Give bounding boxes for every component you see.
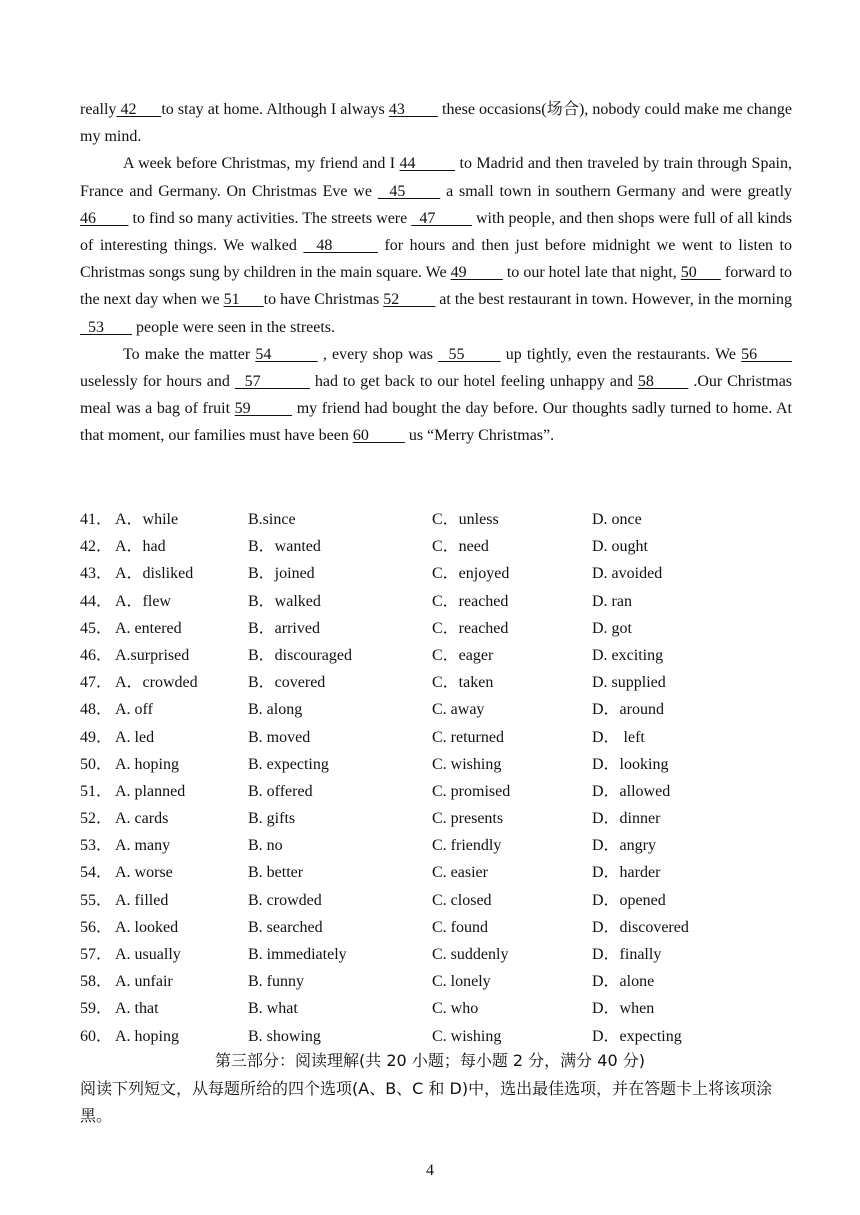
option-c: C．enjoyed (432, 565, 510, 583)
passage-text: us “Merry Christmas”. (404, 427, 555, 445)
option-d: D．finally (592, 946, 662, 963)
option-a: A. hoping (115, 1027, 179, 1045)
option-b: B．wanted (248, 538, 321, 556)
option-d: D．alone (592, 973, 655, 991)
option-a: A. worse (115, 864, 173, 882)
option-b: B．joined (248, 565, 315, 583)
option-c: C. returned (432, 728, 504, 746)
passage-text: with people, and then shops were full of all kinds of interesting things. We walked (80, 209, 793, 255)
question-row (80, 914, 792, 941)
option-a: A.surprised (115, 646, 190, 664)
option-b: B. offered (248, 782, 313, 800)
blank-59: 59 (234, 400, 293, 418)
question-number: 44． (80, 592, 113, 610)
option-b: B. searched (248, 918, 323, 936)
option-c: C. who (432, 1000, 479, 1018)
option-a: A．disliked (115, 565, 194, 583)
question-row (80, 805, 792, 832)
blank-51: 51 (223, 291, 264, 309)
option-b: B. expecting (248, 755, 329, 773)
option-a: A. filled (115, 891, 169, 909)
passage-text: these occasions(场合), nobody could make me change my mind. (80, 101, 792, 146)
passage-text: to Madrid and then traveled by train through Spain, France and Germany. On Christmas Eve we (80, 155, 792, 200)
question-row (80, 968, 792, 995)
question-number: 47． (80, 674, 113, 692)
option-c: C．reached (432, 619, 509, 637)
question-row (80, 642, 792, 669)
option-a: A. led (115, 728, 155, 746)
question-number: 46． (80, 646, 113, 664)
question-number: 49． (80, 728, 113, 746)
blank-53: 53 (80, 318, 132, 336)
question-row (80, 560, 792, 587)
option-a: A. looked (115, 918, 179, 936)
option-a: A. unfair (115, 973, 173, 991)
option-a: A. entered (115, 619, 182, 637)
question-row (80, 724, 792, 751)
option-d: D．harder (592, 864, 661, 882)
question-number: 55． (80, 891, 113, 909)
option-b: B. showing (248, 1027, 321, 1045)
option-b: B. gifts (248, 810, 296, 828)
question-row (80, 941, 792, 968)
option-b: B．covered (248, 674, 326, 692)
question-row (80, 533, 792, 560)
question-row (80, 588, 792, 615)
question-row (80, 669, 792, 696)
passage-text: uselessly for hours and (80, 373, 235, 391)
question-number: 58． (80, 973, 113, 991)
cloze-passage (80, 96, 792, 450)
section-instructions: 阅读下列短文，从每题所给的四个选项(A、B、C 和 D)中，选出最佳选项，并在答题卡上将该项涂黑。 (80, 1079, 773, 1126)
question-row (80, 696, 792, 723)
question-number: 42． (80, 538, 113, 556)
option-c: C. wishing (432, 755, 502, 773)
blank-50: 50 (680, 264, 721, 282)
option-a: A．crowded (115, 674, 198, 692)
option-c: C. suddenly (432, 946, 509, 963)
option-d: D. avoided (592, 565, 663, 583)
option-c: C. lonely (432, 973, 491, 991)
passage-paragraph-1 (80, 96, 792, 150)
blank-57: 57 (234, 373, 310, 391)
option-c: C. presents (432, 810, 504, 828)
option-a: A. hoping (115, 755, 179, 773)
blank-55: 55 (438, 345, 501, 363)
passage-text: , every shop was (317, 345, 439, 363)
option-a: A. cards (115, 810, 169, 828)
question-number: 45． (80, 619, 113, 637)
option-d: D．discovered (592, 918, 689, 936)
question-row (80, 615, 792, 642)
blank-49: 49 (450, 264, 503, 282)
option-c: C．reached (432, 592, 509, 610)
passage-text: .Our Christmas meal was a bag of fruit (80, 373, 793, 418)
option-c: C. wishing (432, 1027, 502, 1045)
passage-text: to find so many activities. The streets were (128, 209, 412, 227)
option-b: B. crowded (248, 891, 322, 909)
option-b: B. no (248, 837, 283, 855)
option-c: C. found (432, 918, 488, 936)
passage-text: really (80, 101, 117, 118)
passage-text: A week before Christmas, my friend and I (123, 155, 400, 173)
question-number: 57． (80, 946, 113, 963)
option-d: D．dinner (592, 810, 661, 828)
option-b: B．discouraged (248, 646, 352, 664)
question-number: 59． (80, 1000, 113, 1018)
option-c: C．need (432, 538, 489, 556)
question-number: 41． (80, 511, 113, 528)
question-row (80, 887, 792, 914)
option-b: B. immediately (248, 946, 347, 963)
question-number: 50． (80, 755, 113, 773)
question-row (80, 832, 792, 859)
option-b: B. along (248, 701, 303, 719)
question-number: 53． (80, 837, 113, 855)
option-a: A. usually (115, 946, 181, 963)
blank-44: 44 (399, 155, 456, 173)
option-a: A．flew (115, 592, 171, 610)
option-a: A．while (115, 511, 179, 528)
option-b: B. better (248, 864, 304, 882)
passage-text: at the best restaurant in town. However, in the morning (435, 291, 792, 309)
blank-56: 56 (741, 345, 793, 363)
passage-text: up tightly, even the restaurants. We (500, 345, 742, 363)
option-c: C. promised (432, 782, 511, 800)
option-d: D. exciting (592, 646, 664, 664)
option-d: D．around (592, 701, 664, 719)
option-c: C. easier (432, 864, 488, 882)
blank-52: 52 (383, 291, 436, 309)
passage-text: to our hotel late that night, (502, 264, 681, 282)
option-d: D. supplied (592, 674, 666, 692)
question-row (80, 751, 792, 778)
blank-60: 60 (352, 427, 405, 445)
option-d: D. ran (592, 592, 632, 610)
passage-text: To make the matter (123, 345, 256, 363)
passage-paragraph-2 (80, 150, 792, 340)
blank-54: 54 (255, 345, 318, 363)
blank-58: 58 (637, 373, 689, 391)
option-d: D．when (592, 1000, 655, 1018)
blank-45: 45 (377, 182, 441, 200)
option-c: C. friendly (432, 837, 502, 855)
question-number: 52． (80, 810, 113, 828)
passage-text: a small town in southern Germany and were greatly (440, 182, 793, 200)
option-b: B．walked (248, 592, 321, 610)
passage-text: to have Christmas (263, 291, 384, 309)
option-c: C. away (432, 701, 485, 719)
option-d: D. once (592, 511, 642, 528)
option-b: B. moved (248, 728, 311, 746)
question-row (80, 778, 792, 805)
option-c: C．taken (432, 674, 494, 692)
option-c: C．unless (432, 511, 499, 528)
option-d: D. got (592, 619, 632, 637)
passage-text: people were seen in the streets. (132, 318, 336, 336)
option-b: B. what (248, 1000, 298, 1018)
question-row (80, 995, 792, 1022)
option-d: D．looking (592, 755, 669, 773)
question-number: 60． (80, 1027, 113, 1045)
passage-text: to stay at home. Although I always (161, 101, 389, 118)
option-b: B．arrived (248, 619, 320, 637)
option-a: A. many (115, 837, 171, 855)
option-d: D. ought (592, 538, 648, 556)
question-number: 51． (80, 782, 113, 800)
passage-paragraph-3 (80, 341, 792, 450)
option-c: C. closed (432, 891, 492, 909)
question-row (80, 506, 792, 533)
section-heading: 第三部分：阅读理解(共 20 小题；每小题 2 分，满分 40 分) (215, 1051, 645, 1070)
blank-43: 43 (388, 101, 438, 118)
passage-text: for hours and then just before midnight we went to listen to Christmas songs sung by children in the main square. We (80, 237, 793, 282)
option-d: D．opened (592, 891, 666, 909)
passage-text: my friend had bought the day before. Our thoughts sadly turned to home. At that moment, our families must have been (80, 400, 792, 445)
question-number: 48． (80, 701, 113, 719)
answer-options-list (80, 506, 792, 1050)
option-a: A. that (115, 1000, 159, 1018)
passage-text: had to get back to our hotel feeling unhappy and (309, 373, 638, 391)
blank-46: 46 (80, 209, 129, 227)
option-d: D．allowed (592, 782, 671, 800)
question-number: 43． (80, 565, 113, 583)
question-number: 54． (80, 864, 113, 882)
option-b: B.since (248, 511, 296, 528)
option-d: D． left (592, 728, 645, 746)
option-a: A．had (115, 538, 166, 556)
question-row (80, 1023, 792, 1050)
blank-47: 47 (411, 209, 472, 227)
option-a: A. planned (115, 782, 186, 800)
option-b: B. funny (248, 973, 304, 991)
option-d: D．expecting (592, 1027, 682, 1045)
option-c: C．eager (432, 646, 494, 664)
question-number: 56． (80, 918, 113, 936)
passage-text: forward to the next day when we (80, 264, 793, 309)
blank-42: 42 (116, 101, 162, 118)
page-number: 4 (426, 1162, 434, 1179)
option-a: A. off (115, 701, 153, 719)
question-row (80, 859, 792, 886)
blank-48: 48 (303, 237, 378, 255)
option-d: D．angry (592, 837, 656, 855)
